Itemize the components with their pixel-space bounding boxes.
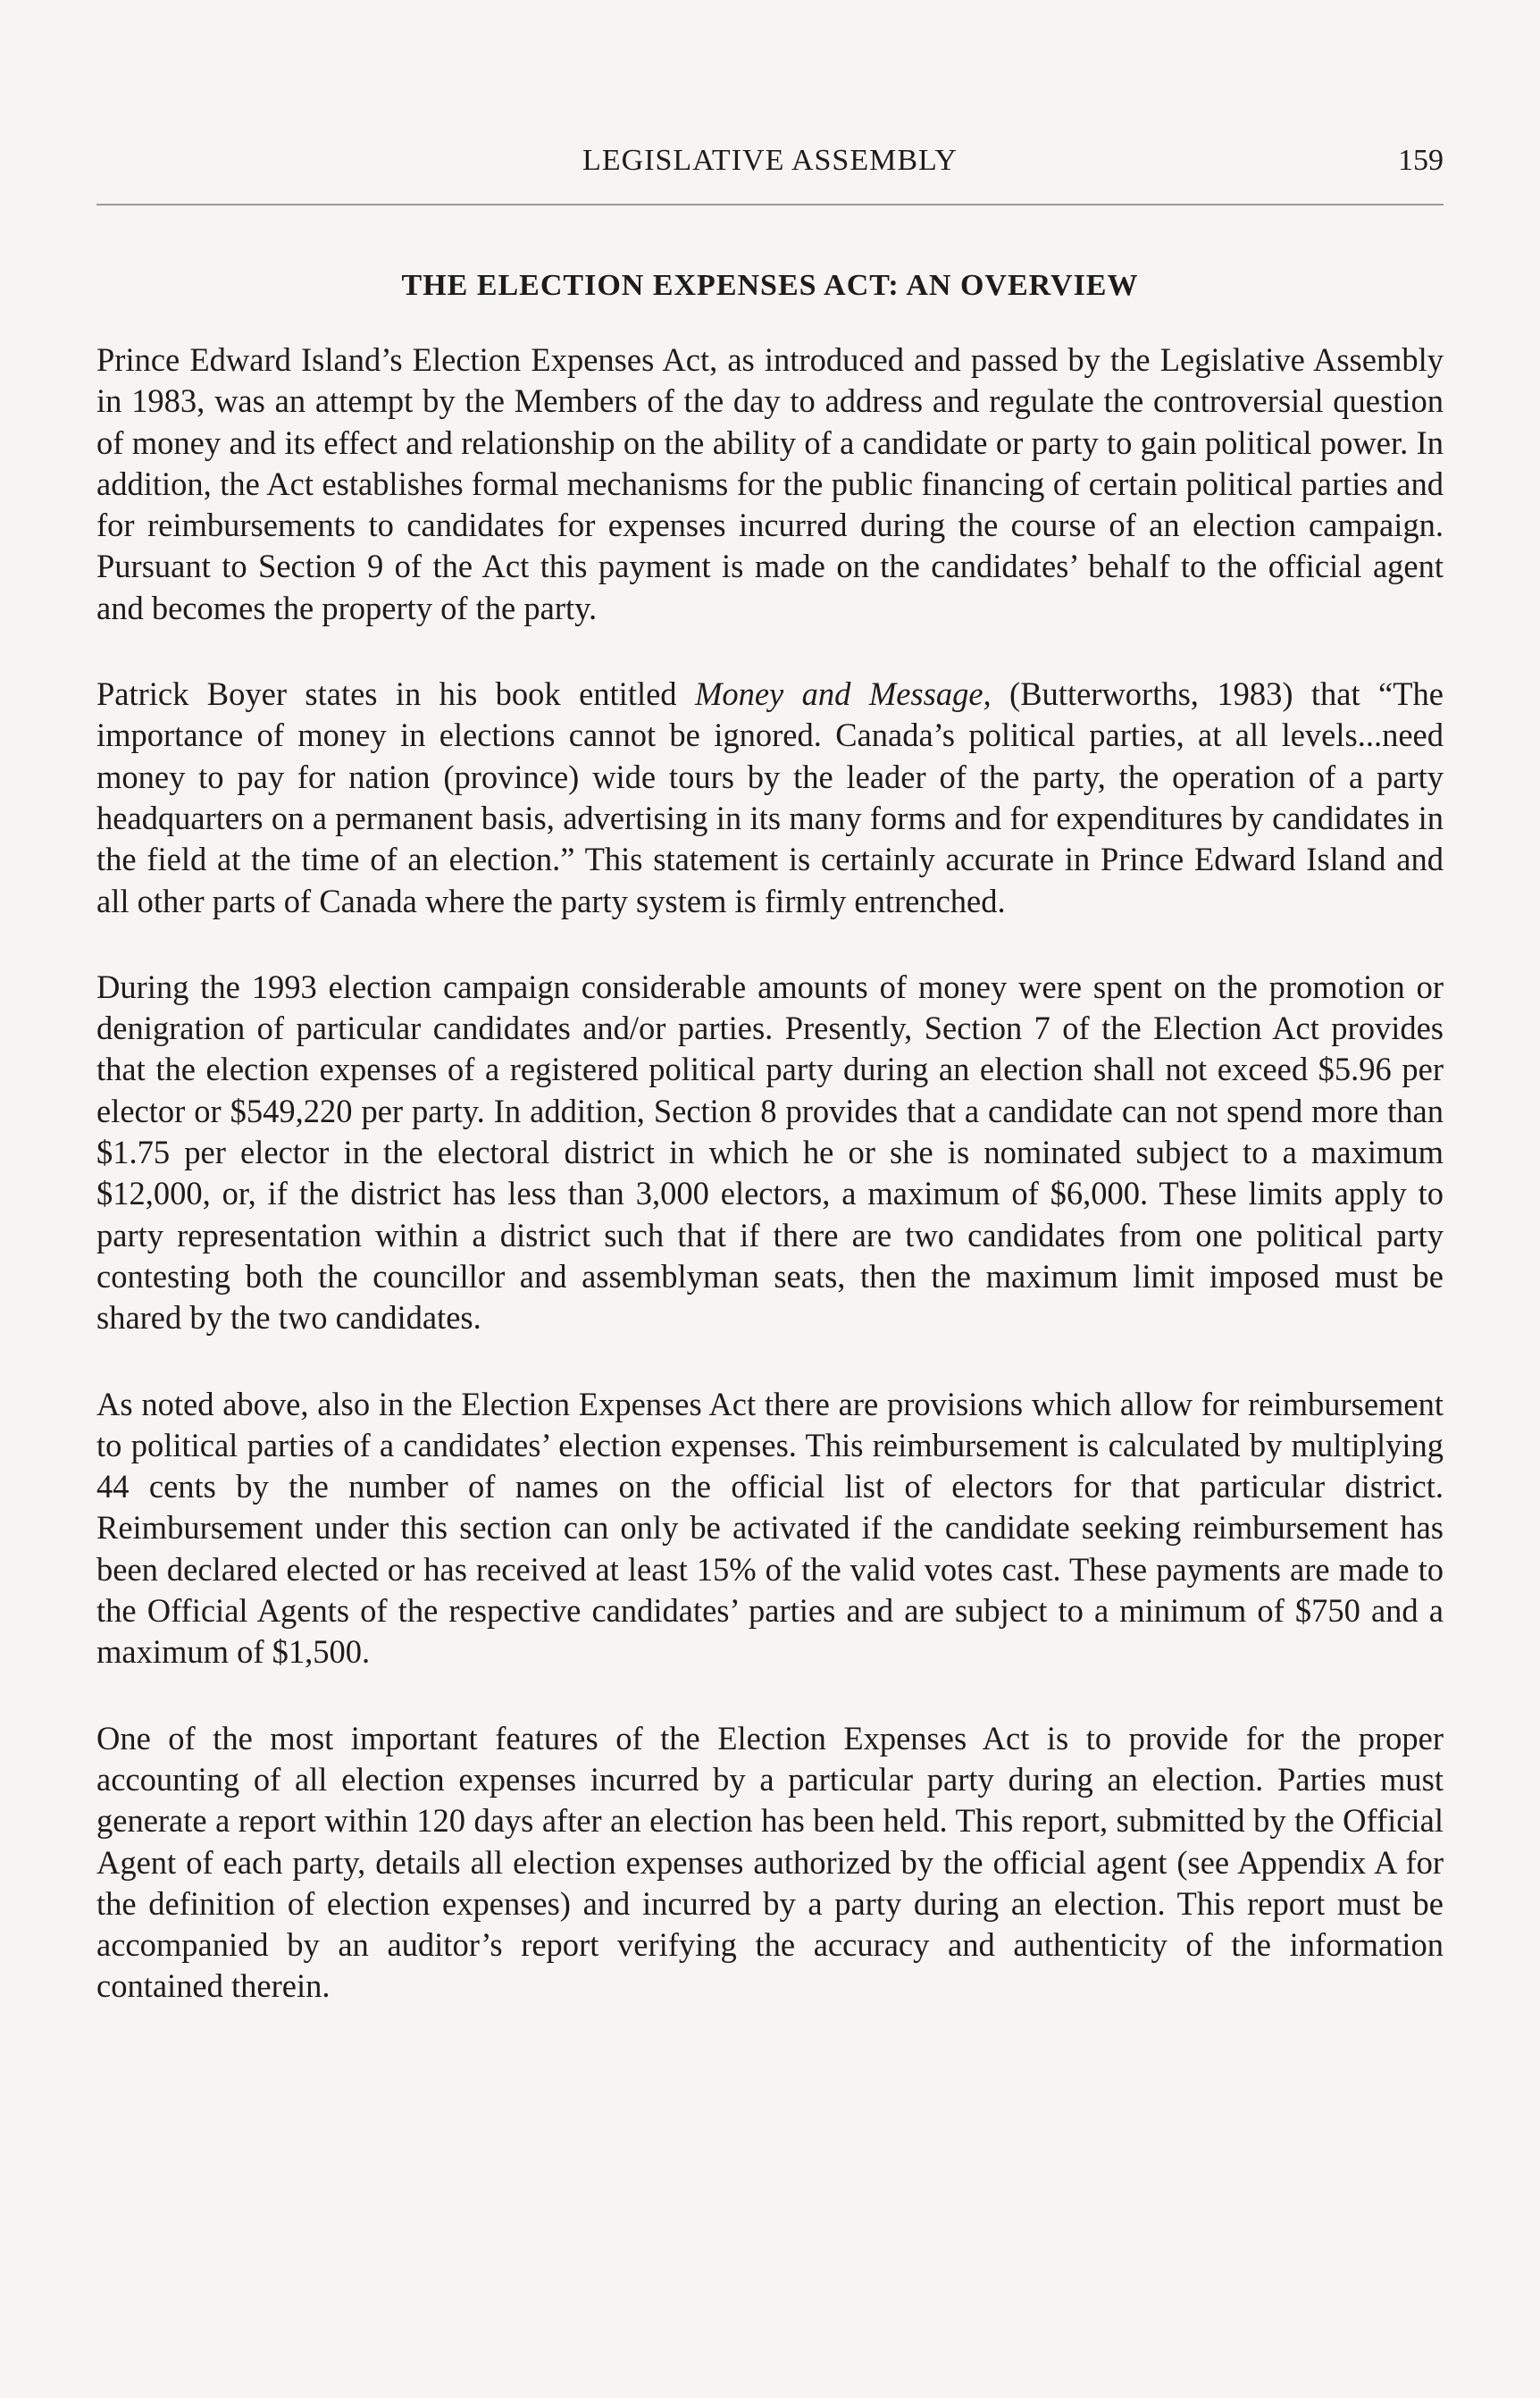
paragraph-2 [96,674,1444,922]
paragraph-4: As noted above, also in the Election Expenses Act there are provisions which allow for reimbursement to political parties of a candidates’ election expenses. This reimbursement is calculated by multiplying 44 cents by the number of names on the official list of electors for that particular district. Reimbursement under this section can only be activated if the candidate seeking reimbursement has been declared elected or has received at least 15% of the valid votes cast. These payments are made to the Official Agents of the respective candidates’ parties and are subject to a minimum of $750 and a maximum of $1,500. [96,1385,1444,1671]
page-number: 159 [1398,144,1444,177]
paragraph-3: During the 1993 election campaign considerable amounts of money were spent on the promotion or denigration of particular candidates and/or parties. Presently, Section 7 of the Election Act provides that the election expenses of a registered political party during an election shall not exceed $5.96 per elector or $549,220 per party. In addition, Section 8 provides that a candidate can not spend more than $1.75 per elector in the electoral district in which he or she is nominated subject to a maximum $12,000, or, if the district has less than 3,000 electors, a maximum of $6,000. These limits apply to party representation within a district such that if there are two candidates from one political party contesting both the councillor and assemblyman seats, then the maximum limit imposed must be shared by the two candidates. [96,968,1444,1337]
paragraph-2-after: (Butterworths, 1983) that “The importance of money in elections cannot be ignored. Canada’s political parties, at all levels...need money to pay for nation (province) wide tours by the leader of the party, the operation of a party headquarters on a permanent basis, advertising in its many forms and for expenditures by candidates in the field at the time of an election.” This statement is certainly accurate in Prince Edward Island and all other parts of Canada where the party system is firmly entrenched. [96,675,1444,919]
paragraph-1: Prince Edward Island’s Election Expenses Act, as introduced and passed by the Legislative Assembly in 1983, was an attempt by the Members of the day to address and regulate the controversial question of money and its effect and relationship on the ability of a candidate or party to gain political power. In addition, the Act establishes formal mechanisms for the public financing of certain political parties and for reimbursements to candidates for expenses incurred during the course of an election campaign. Pursuant to Section 9 of the Act this payment is made on the candidates’ behalf to the official agent and becomes the property of the party. [96,341,1444,626]
article-title: THE ELECTION EXPENSES ACT: AN OVERVIEW [401,269,1139,302]
article-body [96,340,1444,2052]
running-title: LEGISLATIVE ASSEMBLY [582,144,958,177]
running-header [96,134,1444,188]
header-rule [96,204,1444,205]
document-page [96,0,1444,2398]
paragraph-2-before: Patrick Boyer states in his book entitled [96,675,695,713]
paragraph-5: One of the most important features of the Election Expenses Act is to provide for the proper accounting of all election expenses incurred by a particular party during an election. Parties must generate a report within 120 days after an election has been held. This report, submitted by the Official Agent of each party, details all election expenses authorized by the official agent (see Appendix A for the definition of election expenses) and incurred by a party during an election. This report must be accompanied by an auditor’s report verifying the accuracy and authenticity of the information contained therein. [96,1719,1444,2005]
book-title: Money and Message, [694,675,992,713]
